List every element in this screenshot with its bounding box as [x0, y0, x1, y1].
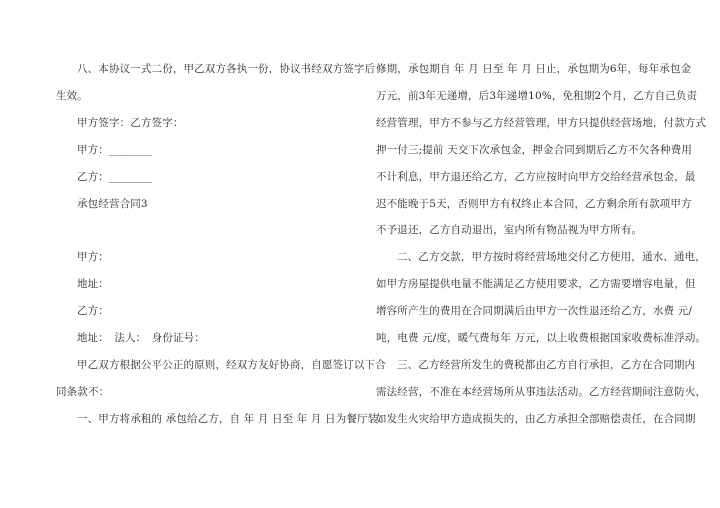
text-line: 不予退还，乙方自动退出，室内所有物品视为甲方所有。	[376, 224, 643, 237]
text-line: 生效。	[56, 89, 88, 102]
text-line: 增容所产生的费用在合同期满后由甲方一次性退还给乙方，水费 元/	[376, 305, 693, 318]
text-line: 三、乙方经营所发生的费税都由乙方自行承担，乙方在合同期内	[397, 358, 696, 371]
text-line: 一、甲方将承租的 承包给乙方，自 年 月 日至 年 月 日为餐厅装	[77, 412, 379, 425]
text-line: 万元，前3年无递增，后3年递增10%，免租期2个月，乙方自己负责	[376, 89, 698, 102]
text-line: 甲方：	[77, 251, 109, 264]
text-line: 需法经营，不准在本经营场所从事违法活动。乙方经营期间注意防火，	[376, 385, 707, 398]
right-column	[376, 56, 707, 433]
text-line: 迟不能晚于5天，否则甲方有权终止本合同，乙方剩余所有款项甲方	[376, 197, 692, 210]
text-line: 不计利息，甲方退还给乙方，乙方应按时向甲方交给经营承包金，最	[376, 170, 696, 183]
text-line: 二、乙方交款，甲方按时将经营场地交付乙方使用，通水、通电，	[397, 251, 706, 264]
text-line: 修期，承包期自 年 月 日至 年 月 日止，承包期为6年，每年承包金	[376, 63, 692, 75]
text-line: 如甲方房屋提供电量不能满足乙方使用要求，乙方需要增容电量，但	[376, 278, 696, 291]
text-line: 同条款不：	[56, 385, 110, 398]
text-line: 八、本协议一式二份，甲乙双方各执一份，协议书经双方签字后	[77, 63, 376, 75]
text-line: 地址： 法人： 身份证号：	[77, 332, 205, 345]
text-line: 经营管理，甲方不参与乙方经营管理，甲方只提供经营场地，付款方式	[376, 116, 707, 129]
text-line: 乙方：________	[77, 170, 153, 183]
text-line: 吨，电费 元/度，暖气费每年 万元，以上收费根据国家收费标准浮动。	[376, 332, 707, 345]
left-column	[56, 56, 386, 433]
text-line: 押一付三;提前 天交下次承包金，押金合同到期后乙方不欠各种费用	[376, 143, 693, 156]
text-line: 甲方签字：乙方签字：	[77, 116, 184, 129]
text-line: 乙方：	[77, 305, 109, 318]
text-line: 甲乙双方根据公平公正的原则，经双方友好协商，自愿签订以下合	[77, 358, 386, 371]
text-line: 如发生火灾给甲方造成损失的，由乙方承担全部赔偿责任，在合同期	[376, 412, 696, 425]
text-line: 承包经营合同3	[77, 197, 148, 210]
text-line: 甲方：________	[77, 143, 153, 156]
text-line	[56, 217, 358, 244]
text-line: 地址：	[77, 278, 109, 291]
